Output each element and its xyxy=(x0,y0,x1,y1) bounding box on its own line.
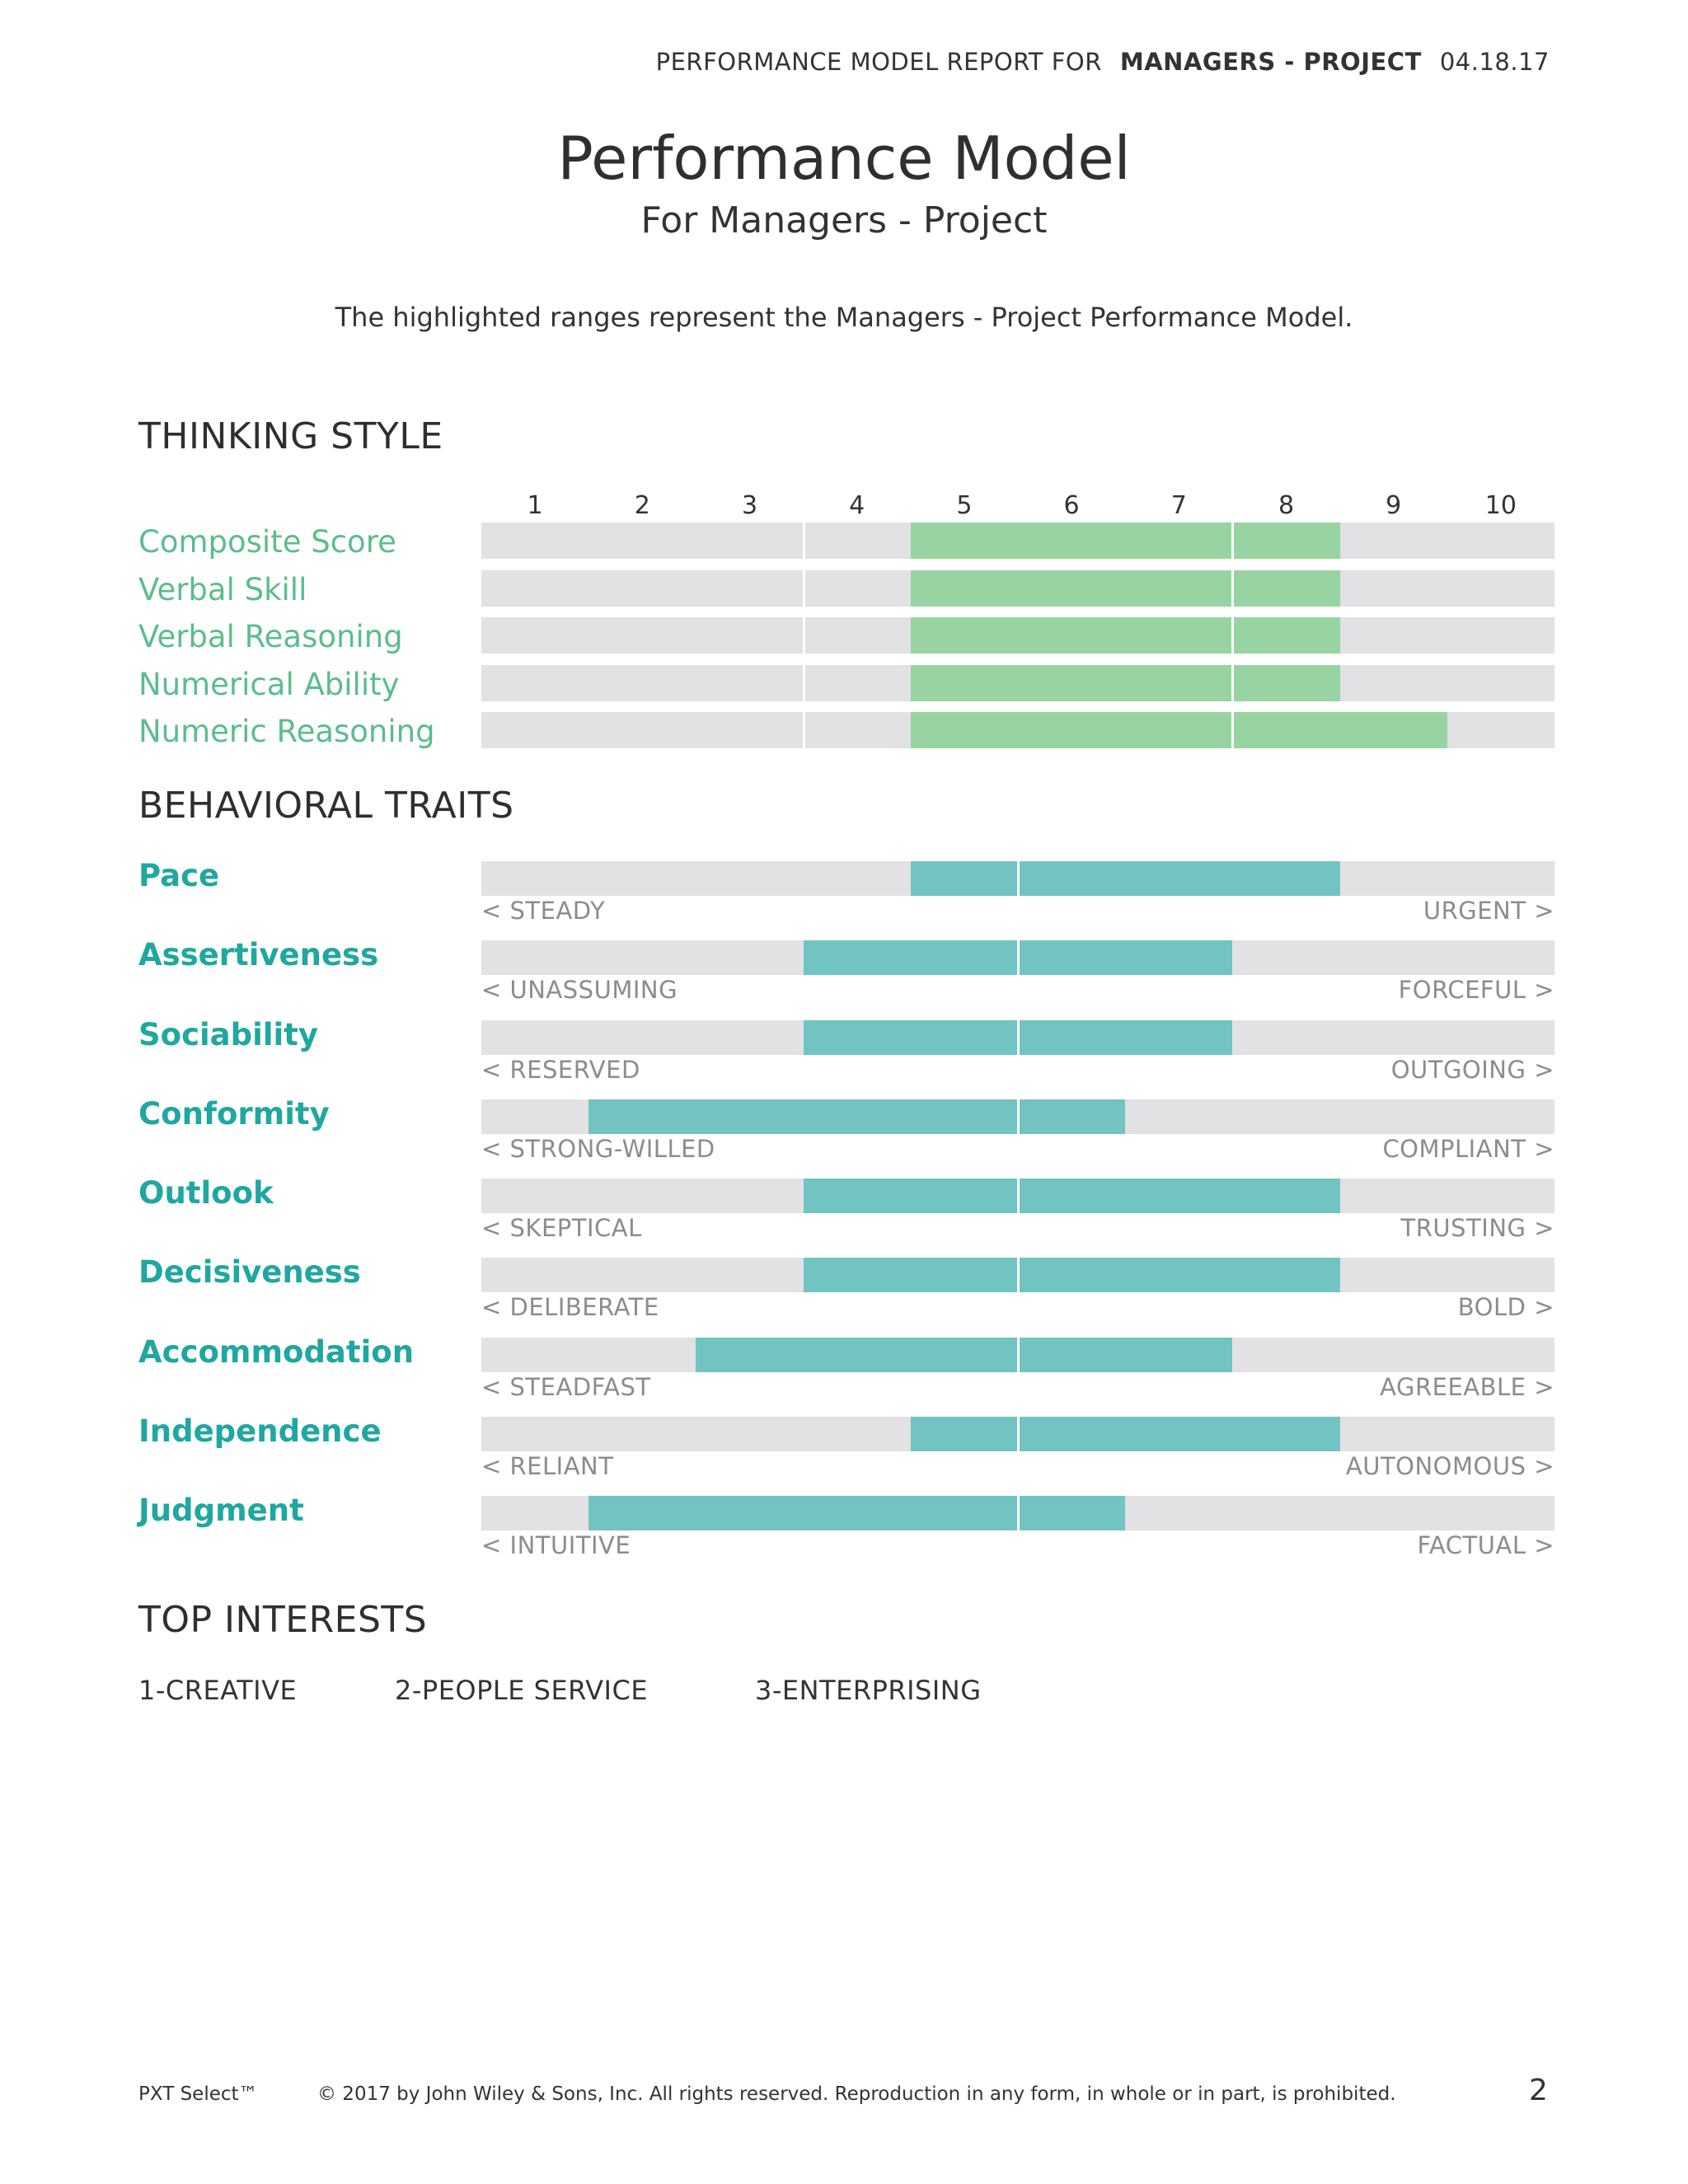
thinking-track-numerical-ability xyxy=(481,665,1554,701)
trait-high-end-label: BOLD > xyxy=(1457,1293,1554,1322)
scale-divider xyxy=(1231,712,1234,748)
scale-tick-8: 8 xyxy=(1278,491,1295,520)
thinking-range-bar xyxy=(911,523,1340,559)
scale-tick-6: 6 xyxy=(1063,491,1080,520)
trait-low-end-label: < STEADFAST xyxy=(481,1372,651,1401)
trait-track-pace xyxy=(481,861,1554,896)
trait-high-end-label: FACTUAL > xyxy=(1417,1531,1554,1559)
trait-high-end-label: OUTGOING > xyxy=(1390,1055,1554,1084)
page-subtitle: For Managers - Project xyxy=(640,199,1048,241)
trait-midline xyxy=(1017,1338,1020,1372)
trait-label: Judgment xyxy=(138,1493,304,1528)
trait-label: Outlook xyxy=(138,1175,274,1211)
trait-midline xyxy=(1017,1179,1020,1213)
trait-track-judgment xyxy=(481,1496,1554,1530)
thinking-row-label: Numeric Reasoning xyxy=(138,714,435,749)
thinking-track-numeric-reasoning xyxy=(481,712,1554,748)
trait-low-end-label: < UNASSUMING xyxy=(481,976,678,1005)
thinking-style-heading: THINKING STYLE xyxy=(138,415,443,457)
scale-divider xyxy=(1231,570,1234,607)
scale-tick-5: 5 xyxy=(956,491,973,520)
interest-item-1: 1-CREATIVE xyxy=(138,1675,298,1706)
trait-label: Decisiveness xyxy=(138,1254,361,1291)
thinking-range-bar xyxy=(911,665,1340,701)
scale-divider xyxy=(1231,617,1234,654)
scale-tick-9: 9 xyxy=(1386,491,1402,520)
thinking-range-bar xyxy=(911,570,1340,607)
trait-label: Conformity xyxy=(138,1095,330,1132)
thinking-row-label: Verbal Skill xyxy=(138,571,307,607)
trait-midline xyxy=(1017,1258,1020,1292)
top-interests-heading: TOP INTERESTS xyxy=(138,1599,428,1641)
header-model-name: MANAGERS - PROJECT xyxy=(1119,48,1422,76)
footer-copyright: © 2017 by John Wiley & Sons, Inc. All rights reserved. Reproduction in any form, in whole or in part, is prohibited. xyxy=(317,2083,1396,2105)
scale-tick-4: 4 xyxy=(849,491,865,520)
trait-high-end-label: AUTONOMOUS > xyxy=(1345,1451,1554,1480)
trait-midline xyxy=(1017,1496,1020,1530)
scale-tick-7: 7 xyxy=(1170,491,1187,520)
thinking-row-label: Verbal Reasoning xyxy=(138,619,403,654)
trait-range-bar xyxy=(804,1258,1340,1292)
page-title: Performance Model xyxy=(557,124,1131,193)
thinking-range-bar xyxy=(911,712,1447,748)
trait-label: Sociability xyxy=(138,1016,318,1052)
trait-midline xyxy=(1017,1099,1020,1134)
scale-tick-2: 2 xyxy=(634,491,650,520)
trait-range-bar xyxy=(804,1179,1340,1213)
scale-divider xyxy=(803,712,805,748)
scale-divider xyxy=(803,617,805,654)
thinking-track-verbal-reasoning xyxy=(481,617,1554,654)
trait-low-end-label: < SKEPTICAL xyxy=(481,1214,642,1242)
trait-midline xyxy=(1017,1417,1020,1451)
trait-high-end-label: URGENT > xyxy=(1423,897,1554,925)
interest-item-2: 2-PEOPLE SERVICE xyxy=(395,1675,649,1706)
page-number: 2 xyxy=(1529,2074,1548,2107)
behavioral-traits-heading: BEHAVIORAL TRAITS xyxy=(138,785,514,827)
trait-high-end-label: AGREEABLE > xyxy=(1380,1372,1554,1401)
header-prefix: PERFORMANCE MODEL REPORT FOR xyxy=(655,48,1102,76)
trait-label: Accommodation xyxy=(138,1333,415,1370)
thinking-row-label: Numerical Ability xyxy=(138,666,400,702)
trait-track-outlook xyxy=(481,1179,1554,1213)
trait-midline xyxy=(1017,940,1020,975)
thinking-track-verbal-skill xyxy=(481,570,1554,607)
scale-divider xyxy=(1231,665,1234,701)
trait-track-sociability xyxy=(481,1020,1554,1055)
intro-text: The highlighted ranges represent the Managers - Project Performance Model. xyxy=(335,302,1353,333)
scale-divider xyxy=(803,570,805,607)
header-date: 04.18.17 xyxy=(1439,48,1550,76)
trait-range-bar xyxy=(588,1496,1125,1530)
trait-track-independence xyxy=(481,1417,1554,1451)
trait-low-end-label: < DELIBERATE xyxy=(481,1293,659,1322)
trait-range-bar xyxy=(911,861,1340,896)
trait-low-end-label: < STEADY xyxy=(481,897,606,925)
thinking-range-bar xyxy=(911,617,1340,654)
trait-label: Assertiveness xyxy=(138,937,379,973)
trait-low-end-label: < RESERVED xyxy=(481,1055,640,1084)
trait-low-end-label: < RELIANT xyxy=(481,1451,614,1480)
scale-divider xyxy=(803,665,805,701)
trait-high-end-label: COMPLIANT > xyxy=(1382,1134,1554,1163)
trait-low-end-label: < INTUITIVE xyxy=(481,1531,631,1559)
trait-high-end-label: FORCEFUL > xyxy=(1398,976,1554,1005)
trait-label: Pace xyxy=(138,858,220,893)
trait-label: Independence xyxy=(138,1413,382,1449)
thinking-row-label: Composite Score xyxy=(138,524,396,560)
trait-track-decisiveness xyxy=(481,1258,1554,1292)
trait-midline xyxy=(1017,861,1020,896)
scale-divider xyxy=(803,523,805,559)
report-header xyxy=(0,48,1550,76)
footer-brand: PXT Select™ xyxy=(138,2083,258,2105)
scale-tick-10: 10 xyxy=(1484,491,1517,520)
trait-range-bar xyxy=(911,1417,1340,1451)
trait-range-bar xyxy=(696,1338,1232,1372)
scale-tick-3: 3 xyxy=(741,491,758,520)
trait-midline xyxy=(1017,1020,1020,1055)
trait-track-conformity xyxy=(481,1099,1554,1134)
trait-low-end-label: < STRONG-WILLED xyxy=(481,1134,715,1163)
trait-range-bar xyxy=(588,1099,1125,1134)
trait-track-assertiveness xyxy=(481,940,1554,975)
trait-track-accommodation xyxy=(481,1338,1554,1372)
scale-divider xyxy=(1231,523,1234,559)
scale-tick-1: 1 xyxy=(527,491,543,520)
thinking-track-composite-score xyxy=(481,523,1554,559)
trait-high-end-label: TRUSTING > xyxy=(1400,1214,1554,1242)
interest-item-3: 3-ENTERPRISING xyxy=(755,1675,982,1706)
